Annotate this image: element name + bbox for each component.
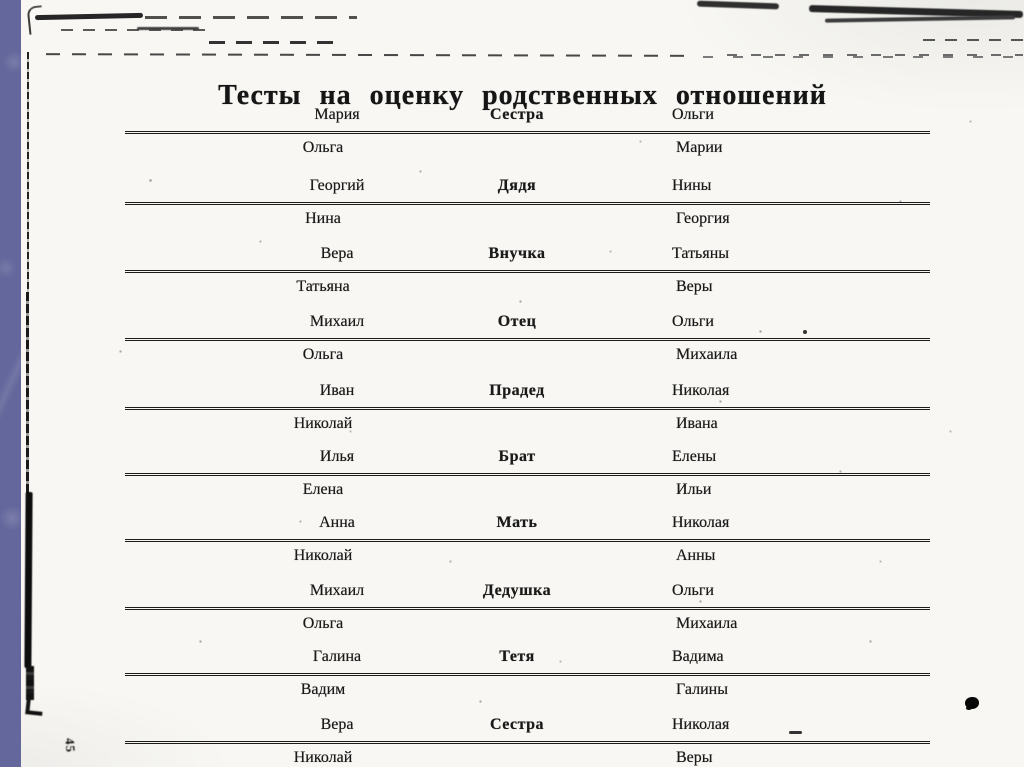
- name-right-genitive: Ольги: [672, 582, 714, 599]
- relation-test-item: [125, 447, 930, 511]
- answer-name-left: Татьяна: [296, 278, 350, 295]
- answer-name-genitive: Марии: [676, 139, 723, 156]
- name-right-genitive: Николая: [672, 382, 730, 399]
- name-right-genitive: Ольги: [672, 313, 714, 330]
- scanned-page: [21, 0, 1024, 767]
- answer-name-genitive: Ильи: [676, 481, 712, 498]
- relation-test-item: [125, 513, 930, 577]
- relation-word: Сестра: [489, 716, 545, 733]
- answer-name-left: Ольга: [302, 139, 344, 156]
- table-rule-line: [125, 270, 930, 273]
- table-rule-line: [125, 131, 930, 134]
- name-left: Михаил: [309, 582, 365, 599]
- table-rule-line: [125, 673, 930, 676]
- relation-word: Внучка: [488, 245, 546, 262]
- table-rule-line: [125, 407, 930, 410]
- paper-specks-artifact: [21, 0, 22, 1]
- table-rule-line: [125, 607, 930, 610]
- name-left: Илья: [319, 448, 355, 465]
- page-number: 45: [62, 737, 79, 754]
- name-left: Анна: [319, 514, 355, 531]
- name-right-genitive: Николая: [672, 716, 730, 733]
- table-rule-line: [125, 473, 930, 476]
- name-left: Иван: [319, 382, 355, 399]
- relation-word: Мать: [496, 514, 538, 531]
- scan-edge-line-artifact: [24, 492, 32, 668]
- relation-word: Дедушка: [482, 582, 552, 599]
- name-left: Мария: [314, 106, 360, 123]
- relation-word: Отец: [497, 313, 537, 330]
- answer-name-genitive: Ивана: [676, 415, 718, 432]
- relation-test-item: [125, 176, 930, 240]
- relation-test-item: [125, 381, 930, 445]
- answer-name-left: Вадим: [300, 681, 346, 698]
- answer-name-genitive: Веры: [676, 749, 713, 766]
- name-right-genitive: Татьяны: [672, 245, 730, 262]
- answer-name-genitive: Георгия: [676, 210, 730, 227]
- answer-name-left: Николай: [293, 415, 353, 432]
- page-title: Тесты на оценку родственных отношений: [218, 80, 827, 111]
- table-rule-line: [125, 539, 930, 542]
- scan-corner-artifact: [27, 5, 45, 34]
- scan-edge-line-artifact: [25, 697, 44, 716]
- ink-dot-artifact: [965, 697, 979, 709]
- name-right-genitive: Елены: [672, 448, 717, 465]
- answer-name-left: Нина: [305, 210, 341, 227]
- answer-name-genitive: Веры: [676, 278, 713, 295]
- name-right-genitive: Нины: [672, 177, 712, 194]
- relation-word: Прадед: [489, 382, 545, 399]
- name-left: Георгий: [309, 177, 365, 194]
- answer-name-left: Николай: [293, 547, 353, 564]
- relations-table: [125, 0, 930, 767]
- slide-background-strip: [0, 0, 21, 767]
- relation-word: Сестра: [489, 106, 545, 123]
- relation-test-item: [125, 312, 930, 376]
- name-left: Вера: [320, 716, 354, 733]
- name-right-genitive: Ольги: [672, 106, 714, 123]
- name-right-genitive: Николая: [672, 514, 730, 531]
- name-left: Михаил: [309, 313, 365, 330]
- answer-name-left: Николай: [293, 749, 353, 766]
- relation-test-item: [125, 105, 930, 169]
- relation-test-item: [125, 715, 930, 767]
- table-rule-line: [125, 202, 930, 205]
- relation-word: Брат: [498, 448, 536, 465]
- relation-test-item: [125, 581, 930, 645]
- name-left: Галина: [312, 648, 362, 665]
- answer-name-genitive: Михаила: [676, 346, 738, 363]
- answer-name-genitive: Анны: [676, 547, 716, 564]
- relation-test-item: [125, 647, 930, 711]
- table-rule-line: [125, 741, 930, 744]
- relation-word: Дядя: [497, 177, 537, 194]
- answer-name-left: Ольга: [302, 346, 344, 363]
- name-left: Вера: [320, 245, 354, 262]
- answer-name-genitive: Михаила: [676, 615, 738, 632]
- answer-name-left: Ольга: [302, 615, 344, 632]
- name-right-genitive: Вадима: [672, 648, 724, 665]
- relation-word: Тетя: [499, 648, 535, 665]
- answer-name-left: Елена: [302, 481, 344, 498]
- table-rule-line: [125, 338, 930, 341]
- scan-smudge-artifact: [923, 39, 1023, 41]
- relation-test-item: [125, 244, 930, 308]
- scan-edge-line-artifact: [26, 292, 29, 494]
- answer-name-genitive: Галины: [676, 681, 728, 698]
- scan-edge-line-artifact: [26, 666, 34, 700]
